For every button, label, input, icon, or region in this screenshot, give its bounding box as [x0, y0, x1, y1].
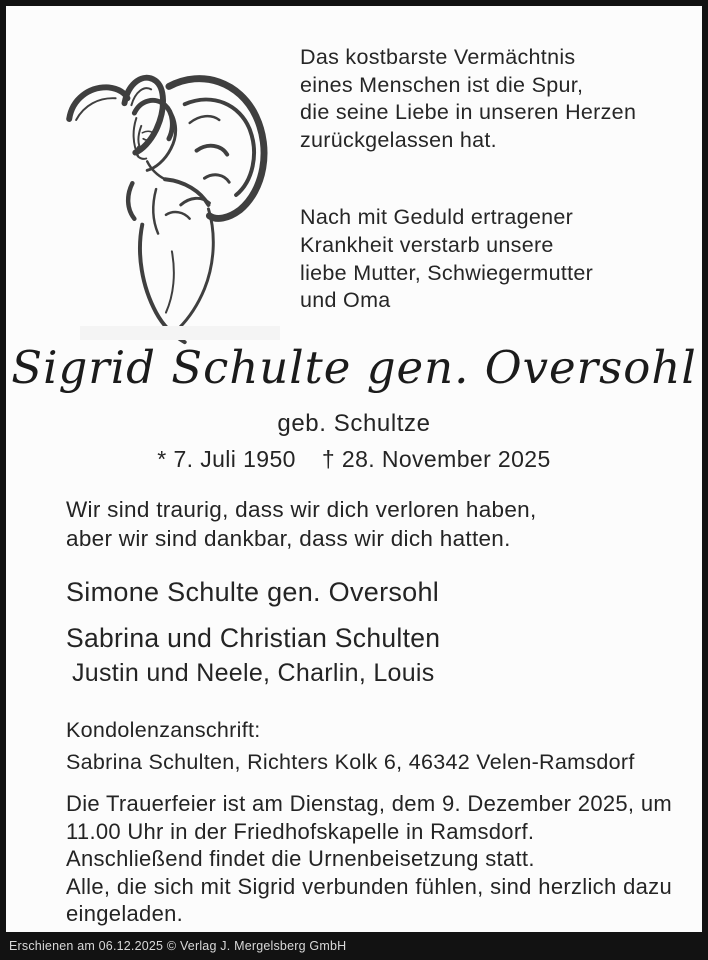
quote-line: die seine Liebe in unseren Herzen: [300, 100, 637, 125]
publication-info: Erschienen am 06.12.2025 © Verlag J. Mergelsberg GmbH: [9, 939, 347, 953]
mourning-line: aber wir sind dankbar, dass wir dich hatten.: [66, 526, 511, 551]
angel-illustration: [6, 40, 300, 356]
angel-icon: [38, 40, 288, 356]
mourning-line: Wir sind traurig, dass wir dich verloren haben,: [66, 497, 537, 522]
header-section: [6, 6, 702, 356]
family-grandchildren: Justin und Neele, Charlin, Louis: [72, 659, 435, 687]
funeral-paragraph: Anschließend findet die Urnenbeisetzung statt.: [66, 846, 535, 871]
life-dates: [6, 446, 702, 473]
publication-footer: [0, 932, 708, 960]
family-member-secondary: Sabrina und Christian Schulten: [66, 623, 441, 653]
intro-line: und Oma: [300, 288, 391, 313]
funeral-details: [66, 790, 672, 928]
condolence-label: Kondolenzanschrift:: [66, 718, 261, 742]
quote-line: zurückgelassen hat.: [300, 127, 497, 152]
birth-name: geb. Schultze: [277, 410, 431, 437]
funeral-paragraph: Alle, die sich mit Sigrid verbunden fühlen, sind herzlich dazu eingeladen.: [66, 873, 672, 926]
death-date: † 28. November 2025: [321, 446, 551, 472]
funeral-paragraph: Die Trauerfeier ist am Dienstag, dem 9. Dezember 2025, um 11.00 Uhr in der Friedhofskapelle in Ramsdorf.: [66, 791, 672, 844]
intro-line: Nach mit Geduld ertragener: [300, 205, 574, 230]
intro-line: Krankheit verstarb unsere: [300, 232, 554, 257]
quote-line: eines Menschen ist die Spur,: [300, 72, 584, 97]
condolence-address: Sabrina Schulten, Richters Kolk 6, 46342 Velen-Ramsdorf: [66, 750, 635, 774]
scan-artifact: [80, 326, 280, 340]
family-member-primary: Simone Schulte gen. Oversohl: [66, 577, 440, 607]
quote-column: [300, 40, 702, 356]
intro-text: [300, 204, 672, 314]
quote-line: Das kostbarste Vermächtnis: [300, 45, 576, 69]
mourning-text: [66, 495, 702, 553]
obituary-card: [6, 6, 702, 932]
intro-line: liebe Mutter, Schwiegermutter: [300, 260, 594, 285]
birth-date: * 7. Juli 1950: [157, 446, 296, 472]
opening-quote: [300, 44, 672, 154]
deceased-name: Sigrid Schulte gen. Oversohl: [11, 341, 697, 394]
